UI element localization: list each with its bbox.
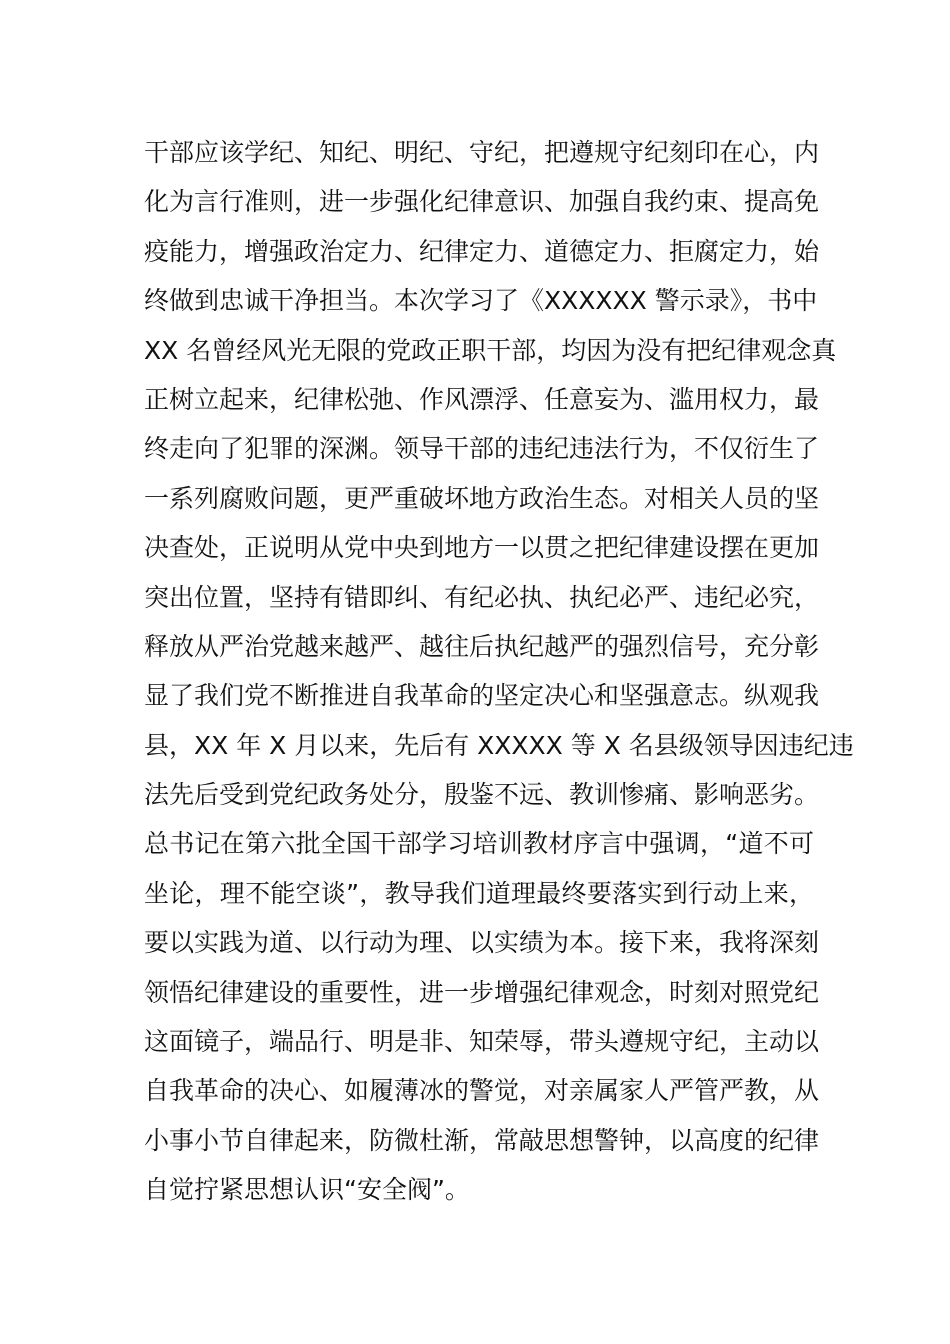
text-line: 干部应该学纪、知纪、明纪、守纪，把遵规守纪刻印在心，内: [144, 138, 820, 167]
text-line: 领悟纪律建设的重要性，进一步增强纪律观念，时刻对照党纪: [144, 977, 820, 1007]
text-line: 自觉拧紧思想认识“安全阀”。: [144, 1175, 470, 1205]
text-line: 决查处，正说明从党中央到地方一以贯之把纪律建设摆在更加: [144, 533, 820, 563]
text-line: 显了我们党不断推进自我革命的坚定决心和坚强意志。纵观我: [144, 681, 820, 711]
text-line: 自我革命的决心、如履薄冰的警觉，对亲属家人严管严教，从: [144, 1076, 820, 1106]
body-paragraph: [144, 128, 854, 1215]
text-line: 法先后受到党纪政务处分，殷鉴不远、教训惨痛、影响恶劣。: [144, 780, 820, 810]
text-line: 一系列腐败问题，更严重破坏地方政治生态。对相关人员的坚: [144, 483, 820, 513]
text-line: 总书记在第六批全国干部学习培训教材序言中强调，“道不可: [144, 829, 814, 859]
text-line: 释放从严治党越来越严、越往后执纪越严的强烈信号，充分彰: [144, 631, 820, 661]
text-line: 终走向了犯罪的深渊。领导干部的违纪违法行为，不仅衍生了: [144, 434, 820, 464]
text-line: 这面镜子，端品行、明是非、知荣辱，带头遵规守纪，主动以: [144, 1027, 820, 1057]
text-line: 化为言行准则，进一步强化纪律意识、加强自我约束、提高免: [144, 187, 820, 217]
text-line: 要以实践为道、以行动为理、以实绩为本。接下来，我将深刻: [144, 928, 820, 958]
text-line: 县，XX 年 X 月以来，先后有 XXXXX 等 X 名县级领导因违纪违: [144, 730, 854, 760]
text-line: 突出位置，坚持有错即纠、有纪必执、执纪必严、违纪必究，: [144, 582, 820, 612]
text-line: 疫能力，增强政治定力、纪律定力、道德定力、拒腐定力，始: [144, 236, 820, 266]
text-line: XX 名曾经风光无限的党政正职干部，均因为没有把纪律观念真: [144, 335, 837, 365]
text-line: 正树立起来，纪律松弛、作风漂浮、任意妄为、滥用权力，最: [144, 384, 820, 414]
text-line: 终做到忠诚干净担当。本次学习了《XXXXXX 警示录》，书中: [144, 286, 818, 316]
text-line: 坐论，理不能空谈”，教导我们道理最终要落实到行动上来，: [144, 878, 814, 908]
text-line: 小事小节自律起来，防微杜渐，常敲思想警钟，以高度的纪律: [144, 1125, 820, 1155]
